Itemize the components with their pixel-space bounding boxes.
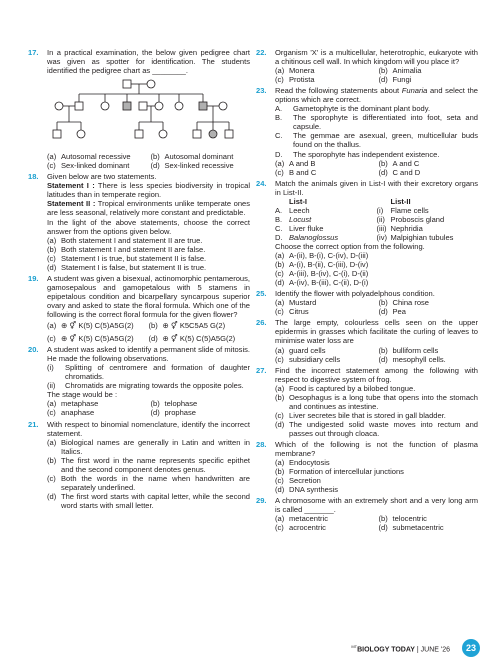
question-text: Which of the following is not the function of plasma membrane?: [275, 439, 478, 459]
question-number: 18.: [28, 172, 39, 182]
list-2-item: (i) Flame cells: [376, 205, 429, 215]
list-2-item: (ii) Proboscis gland: [376, 214, 445, 224]
option-d[interactable]: (d) ⊕ ⚥ K(5) C(5)A5G(2): [148, 334, 236, 344]
option-c[interactable]: (c) Liver secretes bile that is stored in gall bladder.: [275, 410, 446, 420]
question-number: 25.: [256, 289, 267, 299]
option-b[interactable]: (b) A and C: [378, 158, 420, 168]
option-c[interactable]: (c) subsidiary cells: [275, 354, 341, 364]
option-b[interactable]: (b) The first word in the name represents specific epithet and the second component denotes genus.: [47, 455, 250, 474]
list-1-item: D. Balanoglossus: [275, 232, 339, 242]
option-c[interactable]: (c) B and C: [275, 167, 317, 177]
option-b[interactable]: (b) A-(i), B-(ii), C-(iii), D-(iv): [275, 260, 369, 270]
list-1-item: C. Liver fluke: [275, 223, 324, 233]
options: [275, 298, 478, 316]
options: [275, 159, 478, 177]
option-a[interactable]: (a) Autosomal recessive: [47, 152, 131, 162]
option-d[interactable]: (d) Fungi: [378, 75, 412, 85]
question-24: [256, 179, 478, 288]
observation: (ii) Chromatids are migrating towards the opposite poles.: [47, 381, 244, 391]
option-b[interactable]: (b) telocentric: [378, 514, 427, 524]
option-d[interactable]: (d) prophase: [150, 408, 196, 418]
question-29: [256, 496, 478, 532]
option-d[interactable]: (d) A-(iv), B-(iii), C-(ii), D-(i): [275, 278, 369, 288]
statement-2: Statement II : Tropical environments unlike temperate ones are less seasonal, relatively more constant and predictable.: [47, 199, 250, 218]
question-number: 26.: [256, 318, 267, 328]
statement-1: Statement I : There is less species biodiversity in tropical latitudes than in temperate region.: [47, 181, 250, 200]
statement: D. The sporophyte has independent existence.: [275, 149, 440, 159]
option-b[interactable]: (b) Formation of intercellular junctions: [275, 467, 404, 477]
option-c[interactable]: (c) acrocentric: [275, 523, 326, 533]
option-d[interactable]: (d) Statement I is false, but statement II is true.: [47, 262, 207, 272]
observation: (i) Splitting of centromere and formation of daughter chromatids.: [47, 363, 250, 382]
match-table: [275, 197, 478, 242]
question-instruction: In the light of the above statements, choose the correct answer from the options given below.: [47, 217, 250, 236]
option-c[interactable]: (c) anaphase: [47, 408, 95, 418]
question-number: 23.: [256, 86, 267, 96]
option-c[interactable]: (c) Statement I is true, but statement II is false.: [47, 253, 207, 263]
question-text: Read the following statements about Funaria and select the options which are correct.: [275, 86, 478, 105]
question-text: The large empty, colourless cells seen on the upper epidermis in grasses which facilitate the curling of leaves to minimise water loss are: [275, 318, 478, 346]
page-number-badge: 23: [462, 639, 480, 657]
options: [275, 66, 478, 84]
question-number: 17.: [28, 48, 39, 57]
question-number: 28.: [256, 439, 267, 449]
question-25: [256, 289, 478, 316]
option-a[interactable]: (a) ⊕ ⚥ K(5) C(5)A5G(2): [47, 321, 134, 331]
option-c[interactable]: (c) ⊕ ⚥ K(5) C(5)A5G(2): [47, 334, 134, 344]
question-text: Match the animals given in List-I with their excretory organs in List-II.: [275, 178, 478, 197]
options: [275, 384, 478, 438]
option-a[interactable]: (a) A-(ii), B-(i), C-(iv), D-(iii): [275, 251, 369, 261]
question-text: Given below are two statements.: [47, 172, 157, 182]
option-c[interactable]: (c) A-(iii), B-(iv), C-(i), D-(ii): [275, 269, 369, 279]
option-d[interactable]: (d) C and D: [378, 167, 421, 177]
statement: B. The sporophyte is differentiated into foot, seta and capsule.: [275, 113, 478, 132]
options: [47, 321, 250, 343]
option-a[interactable]: (a) Monera: [275, 66, 315, 76]
question-text: A student was asked to identify a permanent slide of mitosis. He made the following observations.: [47, 345, 250, 364]
question-instruction: Choose the correct option from the following.: [275, 241, 425, 251]
question-text: In a practical examination, the below given pedigree chart was given as spotter for identification. The students identified the pedigree chart as ________.: [47, 48, 250, 76]
question-text: A student was given a bisexual, actinomorphic pentamerous, gamosepalous and gamopetalous with 5 stamens in epipetalous condition and bicarpellary syncarpous superior ovary and asked to state the floral formula. Which one of the following is the correct floral formula for the given flower?: [47, 273, 250, 319]
question-number: 29.: [256, 496, 267, 506]
question-instruction: The stage would be :: [47, 390, 118, 400]
option-c[interactable]: (c) Sex-linked dominant: [47, 161, 130, 171]
options: [275, 251, 478, 287]
options: [275, 458, 478, 494]
question-text: Organism 'X' is a multicellular, heterotrophic, eukaryote with a chitinous cell wall. In which kingdom will you place it?: [275, 48, 478, 67]
question-number: 19.: [28, 273, 39, 283]
option-d[interactable]: (d) The first word starts with capital letter, while the second word starts with small letter.: [47, 491, 250, 510]
question-19: [28, 274, 250, 343]
option-a[interactable]: (a) metaphase: [47, 399, 99, 409]
option-a[interactable]: (a) Food is captured by a bilobed tongue.: [275, 383, 416, 393]
option-d[interactable]: (d) submetacentric: [378, 523, 444, 533]
list-1-item: B. Locust: [275, 214, 312, 224]
list-1-item: A. Leech: [275, 205, 310, 215]
option-b[interactable]: (b) Autosomal dominant: [150, 152, 234, 162]
option-a[interactable]: (a) Endocytosis: [275, 458, 330, 468]
options: [275, 346, 478, 364]
question-27: [256, 366, 478, 438]
left-column: [28, 48, 250, 512]
option-d[interactable]: (d) mesophyll cells.: [378, 354, 446, 364]
magazine-title: $^{MT}$BIOLOGY TODAY | JUNE '26: [351, 644, 450, 654]
statement: C. The gemmae are asexual, green, multicellular buds found on the thallus.: [275, 131, 478, 150]
question-number: 20.: [28, 345, 39, 355]
page-footer: [0, 639, 500, 659]
option-d[interactable]: (d) Pea: [378, 307, 406, 317]
options: [47, 152, 250, 170]
list-1-header: List-I: [289, 196, 308, 206]
question-text: A chromosome with an extremely short and a very long arm is called _______.: [275, 496, 478, 515]
option-a[interactable]: (a) Both statement I and statement II are true.: [47, 235, 203, 245]
options: [275, 514, 478, 532]
options: [47, 438, 250, 510]
statement: A. Gametophyte is the dominant plant body.: [275, 104, 431, 114]
option-c[interactable]: (c) Protista: [275, 75, 315, 85]
option-b[interactable]: (b) Animalia: [378, 66, 422, 76]
question-22: [256, 48, 478, 84]
question-23: [256, 86, 478, 176]
question-text: With respect to binomial nomenclature, identify the incorrect statement.: [47, 419, 250, 438]
option-b[interactable]: (b) Oesophagus is a long tube that opens into the stomach and continues as intestine.: [275, 392, 478, 411]
option-b[interactable]: (b) ⊕ ⚥ K5C5A5 G(2): [148, 321, 226, 331]
option-a[interactable]: (a) Mustard: [275, 298, 317, 308]
question-18: [28, 172, 250, 272]
question-21: [28, 420, 250, 510]
option-c[interactable]: (c) Citrus: [275, 307, 309, 317]
option-d[interactable]: (d) The undigested solid waste moves into rectum and passes out through cloaca.: [275, 419, 478, 438]
question-26: [256, 318, 478, 363]
option-a[interactable]: (a) guard cells: [275, 345, 326, 355]
pedigree-chart: [47, 78, 237, 146]
question-28: [256, 440, 478, 494]
option-d[interactable]: (d) DNA synthesis: [275, 485, 339, 495]
option-b[interactable]: (b) telophase: [150, 399, 198, 409]
option-d[interactable]: (d) Sex-linked recessive: [150, 161, 234, 171]
option-a[interactable]: (a) metacentric: [275, 514, 329, 524]
list-2-header: List-II: [390, 196, 411, 206]
question-number: 24.: [256, 178, 267, 188]
list-2-item: (iv) Malpighian tubules: [376, 232, 454, 242]
option-c[interactable]: (c) Secretion: [275, 476, 321, 486]
question-20: [28, 345, 250, 417]
question-number: 22.: [256, 48, 267, 57]
question-number: 21.: [28, 419, 39, 429]
option-c[interactable]: (c) Both the words in the name when handwritten are separately underlined.: [47, 473, 250, 492]
list-2-item: (iii) Nephridia: [376, 223, 423, 233]
question-text: Find the incorrect statement among the following with respect to digestive system of frog.: [275, 365, 478, 384]
options: [47, 236, 250, 272]
option-b[interactable]: (b) bulliform cells: [378, 345, 439, 355]
right-column: [256, 48, 478, 534]
option-b[interactable]: (b) Both statement I and statement II are false.: [47, 244, 206, 254]
options: [47, 399, 250, 417]
question-text: Identify the flower with polyadelphous condition.: [275, 289, 435, 299]
option-b[interactable]: (b) China rose: [378, 298, 429, 308]
option-a[interactable]: (a) A and B: [275, 158, 316, 168]
option-a[interactable]: (a) Biological names are generally in Latin and written in Italics.: [47, 437, 250, 456]
question-number: 27.: [256, 365, 267, 375]
question-17: [28, 48, 250, 170]
